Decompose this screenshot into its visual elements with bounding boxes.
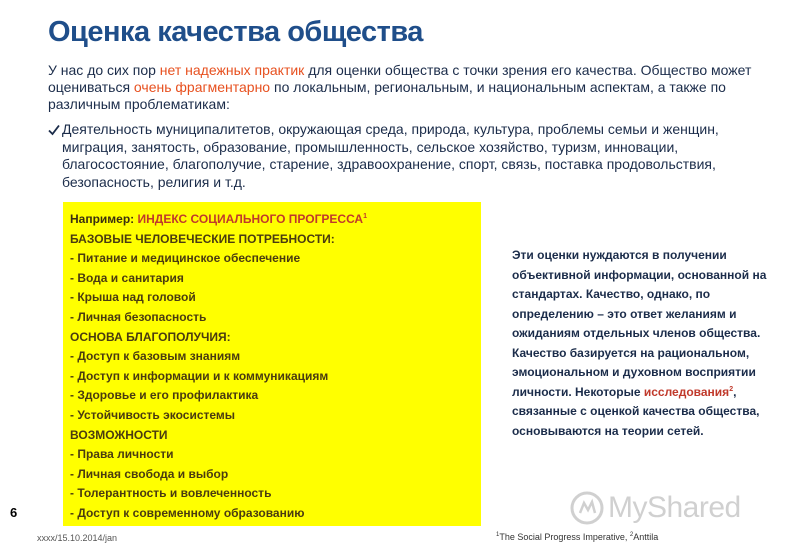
list-item: - Крыша над головой	[70, 290, 196, 305]
footnote-text-2: Anttila	[633, 532, 659, 542]
intro-text-3: по локальным, региональным, и национальным аспектам, а также по различным проблематикам:	[48, 79, 726, 112]
page-number: 6	[10, 505, 18, 520]
list-item: БАЗОВЫЕ ЧЕЛОВЕЧЕСКИЕ ПОТРЕБНОСТИ:	[70, 231, 335, 246]
page-title: Оценка качества общества	[48, 16, 423, 48]
checkmark-icon	[48, 124, 60, 136]
topics-bullet-text: Деятельность муниципалитетов, окружающая среда, природа, культура, проблемы семьи и женщин, миграция, занятость, образование, промышленность, сельское хозяйство, туризм, инновации, благосостояние, благополучие, старение, здравоохранение, спорт, связь, поставка продовольствия, безопасность, религия и т.д.	[62, 121, 719, 190]
footnote-marker-1: 1	[496, 532, 500, 538]
note-footnote-ref: 2	[729, 385, 734, 393]
footer-reference: xxxx/15.10.2014/jan	[37, 533, 118, 543]
list-item: - Доступ к базовым знаниям	[70, 349, 241, 364]
list-item: - Здоровье и его профилактика	[70, 388, 259, 403]
footnote-text-1: The Social Progress Imperative,	[499, 532, 630, 542]
intro-text-2: для оценки общества с точки зрения его качества. Общество может оцениваться	[48, 62, 752, 95]
index-list	[70, 210, 481, 524]
watermark-text: MyShared	[608, 491, 741, 524]
list-item: - Устойчивость экосистемы	[70, 407, 236, 422]
list-item: - Вода и санитария	[70, 270, 184, 285]
intro-paragraph	[48, 62, 788, 113]
list-item: ОСНОВА БЛАГОПОЛУЧИЯ:	[70, 329, 231, 344]
list-item: - Личная свобода и выбор	[70, 466, 229, 481]
footnotes	[496, 532, 658, 542]
social-progress-index-box	[63, 202, 481, 526]
intro-text-1: У нас до сих пор	[48, 62, 160, 78]
list-item: - Питание и медицинское обеспечение	[70, 251, 301, 266]
topics-bullet	[62, 121, 782, 191]
list-item: - Права личности	[70, 447, 174, 462]
example-footnote-ref: 1	[363, 213, 368, 220]
list-item: - Доступ к современному образованию	[70, 505, 305, 520]
list-item: - Личная безопасность	[70, 309, 207, 324]
index-example-line	[70, 210, 481, 230]
list-item: ВОЗМОЖНОСТИ	[70, 427, 168, 442]
list-item: - Толерантность и вовлеченность	[70, 486, 272, 501]
intro-highlight-2: очень фрагментарно	[133, 79, 271, 95]
watermark-logo-icon	[570, 491, 604, 525]
note-highlight: исследования	[643, 384, 730, 399]
quality-assessment-note	[512, 246, 774, 441]
list-item: - Доступ к информации и к коммуникациям	[70, 368, 329, 383]
footnote-marker-2: 2	[629, 532, 634, 538]
watermark	[570, 488, 741, 528]
example-label: Например:	[70, 212, 138, 226]
note-text-1: Эти оценки нуждаются в получении объективной информации, основанной на стандартах. Качество, однако, по определению – это ответ желаниям и ожиданиям отдельных членов общества. Качество базируется на рациональном, эмоциональном и духовном восприятии личности. Некоторые	[512, 248, 767, 399]
intro-highlight-1: нет надежных практик	[159, 62, 305, 78]
example-value: ИНДЕКС СОЦИАЛЬНОГО ПРОГРЕССА	[137, 212, 364, 226]
note-text-2: , связанные с оценкой качества общества, основываются на теории сетей.	[512, 384, 760, 438]
